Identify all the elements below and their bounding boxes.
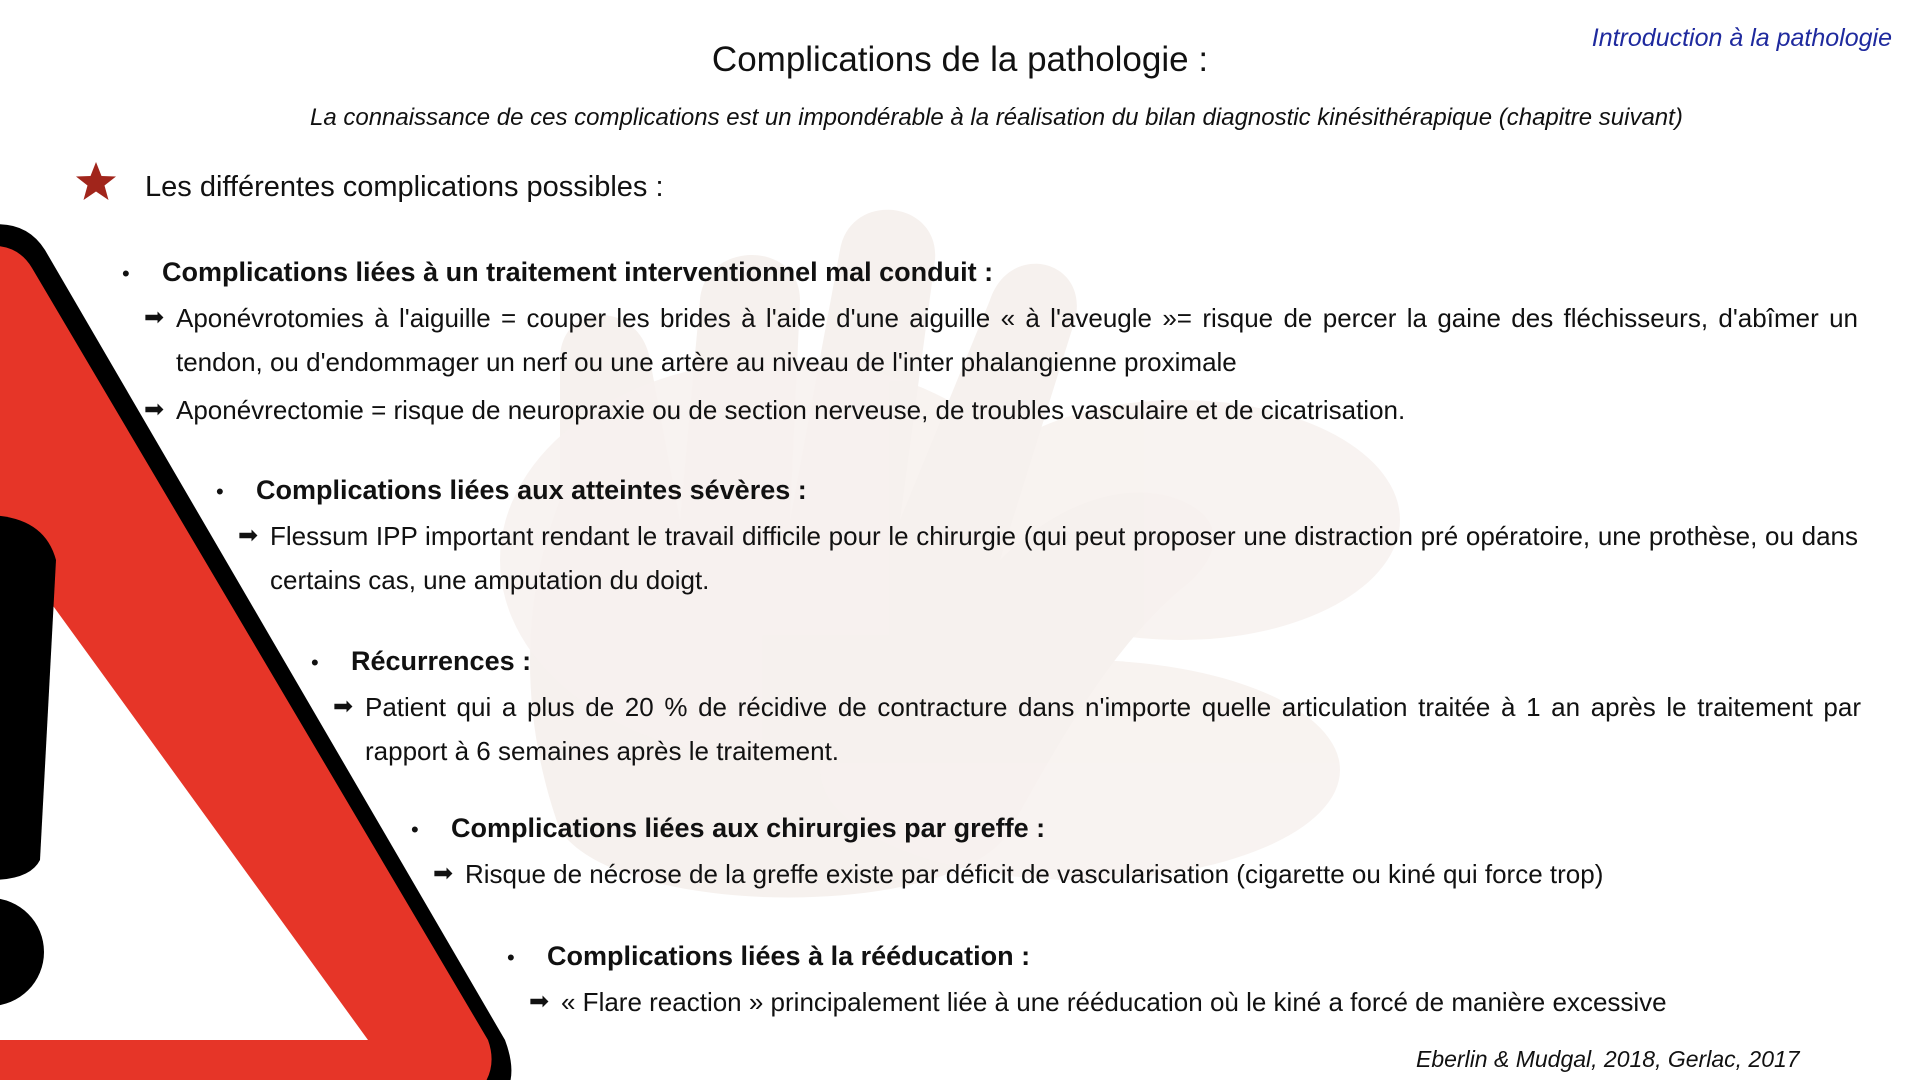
- section-heading: [216, 475, 1858, 506]
- point-text: Aponévrotomies à l'aiguille = couper les brides à l'aide d'une aiguille « à l'aveugle »= risque de percer la gaine des fléchisseurs, d'abîmer un tendon, ou d'endommager un nerf ou une artère au niveau de l'inter phalangienne proximale: [176, 303, 1858, 377]
- arrow-right-icon: ➡: [144, 396, 165, 423]
- arrow-right-icon: ➡: [333, 693, 354, 720]
- subtitle: La connaissance de ces complications est un impondérable à la réalisation du bilan diagnostic kinésithérapique (chapitre suivant): [310, 104, 1683, 131]
- section-heading: [507, 941, 1857, 972]
- arrow-right-icon: ➡: [144, 304, 165, 331]
- section-label: Introduction à la pathologie: [1591, 24, 1892, 52]
- section-heading-text: Complications liées à la rééducation :: [547, 941, 1031, 971]
- section-heading: [411, 813, 1861, 844]
- point-text: « Flare reaction » principalement liée à une rééducation où le kiné a forcé de manière excessive: [561, 987, 1667, 1017]
- arrow-right-icon: ➡: [433, 860, 454, 887]
- bullet-icon: •: [122, 261, 130, 286]
- section-heading-text: Complications liées aux atteintes sévères :: [256, 475, 807, 505]
- bullet-icon: •: [216, 479, 224, 504]
- point-item: [144, 296, 1858, 384]
- point-text: Patient qui a plus de 20 % de récidive de contracture dans n'importe quelle articulation traitée à 1 an après le traitement par rapport à 6 semaines après le traitement.: [365, 692, 1861, 766]
- source-citation: Eberlin & Mudgal, 2018, Gerlac, 2017: [1416, 1046, 1800, 1072]
- section-heading: [311, 646, 1861, 677]
- section-heading-text: Complications liées à un traitement interventionnel mal conduit :: [162, 257, 994, 287]
- page-title: Complications de la pathologie :: [711, 40, 1209, 79]
- section-heading-text: Récurrences :: [351, 646, 532, 676]
- section-rehabilitation: [507, 941, 1857, 1024]
- point-text: Risque de nécrose de la greffe existe par déficit de vascularisation (cigarette ou kiné qui force trop): [465, 859, 1604, 889]
- section-interventional: [122, 257, 1858, 432]
- section-recurrences: [311, 646, 1861, 773]
- point-item: [529, 980, 1857, 1024]
- intro-heading: Les différentes complications possibles :: [145, 171, 664, 203]
- section-graft: [411, 813, 1861, 896]
- star-icon: [74, 160, 118, 204]
- point-item: [238, 514, 1858, 602]
- section-severe: [216, 475, 1858, 602]
- section-heading-text: Complications liées aux chirurgies par greffe :: [451, 813, 1046, 843]
- section-heading: [122, 257, 1858, 288]
- bullet-icon: •: [507, 945, 515, 970]
- bullet-icon: •: [411, 817, 419, 842]
- arrow-right-icon: ➡: [238, 522, 259, 549]
- point-item: [333, 685, 1861, 773]
- point-text: Flessum IPP important rendant le travail difficile pour le chirurgie (qui peut proposer une distraction pré opératoire, une prothèse, ou dans certains cas, une amputation du doigt.: [270, 521, 1858, 595]
- point-item: [433, 852, 1861, 896]
- point-item: [144, 388, 1858, 432]
- bullet-icon: •: [311, 650, 319, 675]
- point-text: Aponévrectomie = risque de neuropraxie ou de section nerveuse, de troubles vasculaire et de cicatrisation.: [176, 395, 1406, 425]
- arrow-right-icon: ➡: [529, 988, 550, 1015]
